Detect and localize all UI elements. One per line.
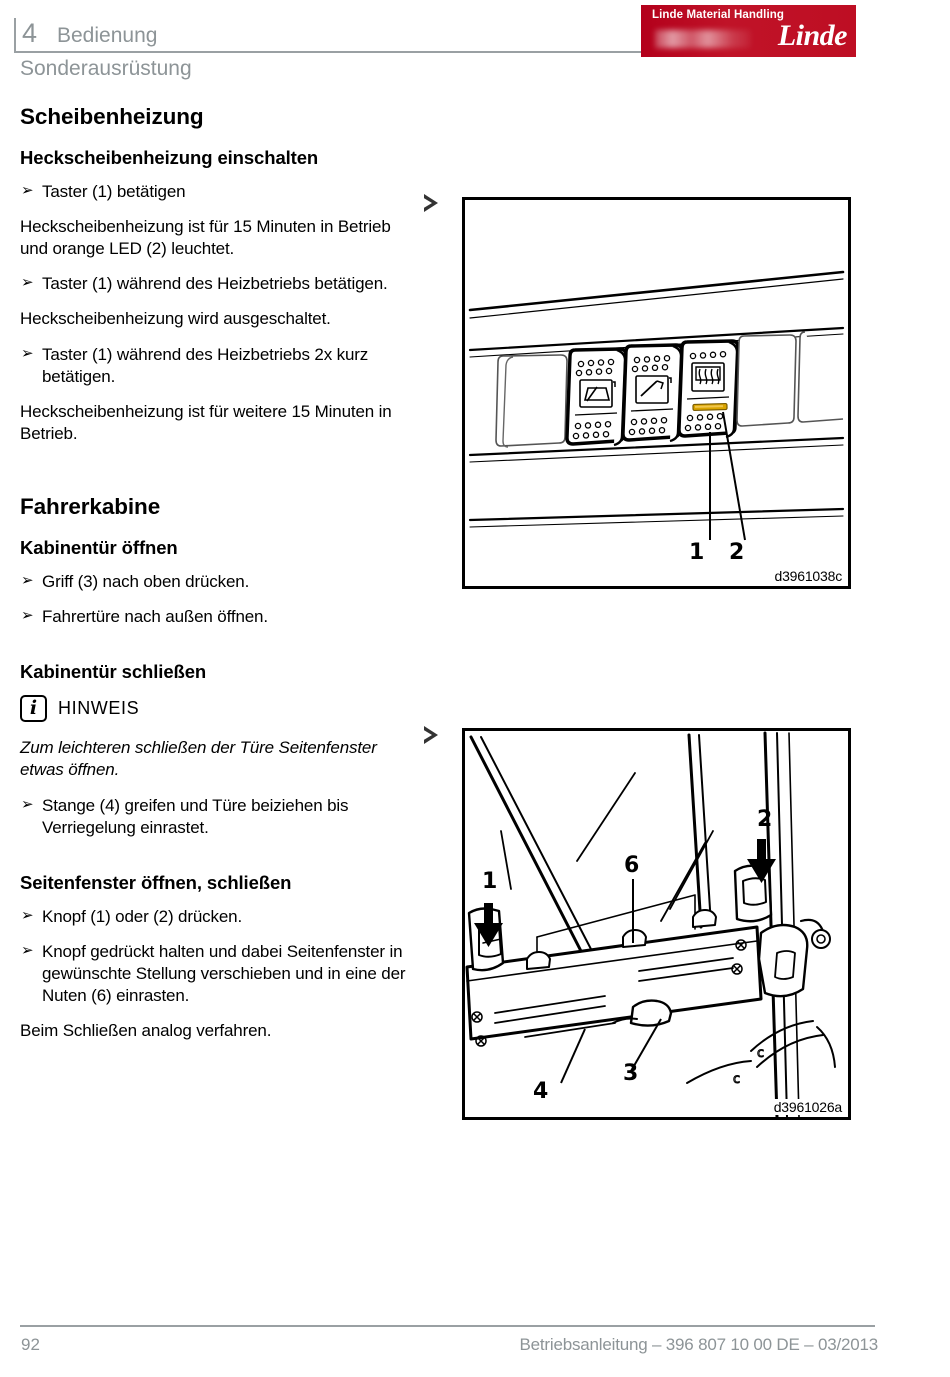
figure-cabin-door	[462, 728, 851, 1120]
header-vertical-rule	[14, 18, 16, 51]
figure2-callout-1: 1	[482, 869, 498, 894]
subsection-kabinentuer-oeffnen: Kabinentür öffnen	[20, 536, 178, 558]
list-item	[20, 273, 420, 295]
info-icon	[20, 695, 47, 722]
step-text: Taster (1) betätigen	[42, 182, 186, 202]
figure-cabin-door-drawing	[465, 731, 848, 1117]
figure2-callout-4: 4	[533, 1079, 549, 1104]
step-text: Knopf (1) oder (2) drücken.	[42, 906, 243, 926]
figure2-callout-2: 2	[757, 807, 773, 832]
text-column	[20, 104, 420, 1055]
page-header	[0, 0, 950, 88]
list-item	[20, 606, 420, 628]
list-item	[20, 941, 420, 1007]
note-text: Zum leichteren schließen der Türe Seitenfenster etwas öffnen.	[20, 738, 377, 780]
step-list-3	[20, 344, 420, 388]
paragraph-heating-15min: Heckscheibenheizung ist für 15 Minuten in Betrieb und orange LED (2) leuchtet.	[20, 217, 391, 259]
figure1-callout-1: 1	[689, 540, 705, 565]
step-text: Fahrertüre nach außen öffnen.	[42, 607, 268, 627]
step-list-4	[20, 571, 420, 628]
list-item	[20, 795, 420, 839]
figure-switch-panel-drawing	[465, 200, 848, 586]
figure-switch-panel	[462, 197, 851, 589]
svg-text:c: c	[757, 1046, 765, 1061]
bullet-icon: ➢	[21, 344, 34, 362]
section-title-fahrerkabine: Fahrerkabine	[20, 493, 161, 519]
note-header	[20, 695, 420, 722]
header-horizontal-rule	[14, 51, 641, 53]
logo-redacted-block	[655, 30, 751, 48]
figure-reference-marker-1	[424, 194, 438, 212]
section-title-scheibenheizung: Scheibenheizung	[20, 104, 204, 129]
figure1-caption: d3961038c	[774, 568, 842, 584]
figure2-callout-3: 3	[623, 1061, 639, 1086]
paragraph-closing-analog: Beim Schließen analog verfahren.	[20, 1021, 272, 1041]
linde-logo	[641, 5, 856, 57]
bullet-icon: ➢	[21, 942, 34, 959]
step-text: Knopf gedrückt halten und dabei Seitenfenster in gewünschte Stellung verschieben und in eine der Nuten (6) einrasten.	[42, 942, 406, 1006]
figure2-callout-6: 6	[624, 853, 640, 878]
bullet-icon: ➢	[21, 795, 34, 813]
section-spacer	[20, 458, 420, 494]
figure2-caption: d3961026a	[773, 1099, 842, 1115]
step-text: Taster (1) während des Heizbetriebs 2x kurz betätigen.	[42, 344, 369, 386]
note-label: HINWEIS	[58, 698, 140, 719]
subsection-spacer	[20, 852, 420, 872]
list-item	[20, 906, 420, 928]
info-icon-glyph: i	[29, 696, 38, 719]
document-reference: Betriebsanleitung – 396 807 10 00 DE – 03/2013	[519, 1335, 878, 1354]
subsection-kabinentuer-schliessen: Kabinentür schließen	[20, 661, 207, 683]
step-text: Griff (3) nach oben drücken.	[42, 571, 250, 591]
chapter-number: 4	[22, 18, 38, 48]
page-subtitle: Sonderausrüstung	[20, 57, 192, 80]
bullet-icon: ➢	[21, 182, 34, 200]
bullet-icon: ➢	[21, 607, 34, 625]
bullet-icon: ➢	[21, 274, 34, 292]
step-list-1	[20, 181, 420, 203]
step-text: Stange (4) greifen und Türe beiziehen bis Verriegelung einrastet.	[42, 795, 349, 837]
subsection-heckscheibenheizung-einschalten: Heckscheibenheizung einschalten	[20, 146, 319, 168]
page-number: 92	[21, 1335, 40, 1354]
svg-text:c: c	[733, 1072, 741, 1087]
step-text: Taster (1) während des Heizbetriebs betätigen.	[42, 274, 388, 294]
figure1-callout-2: 2	[729, 540, 745, 565]
subsection-seitenfenster: Seitenfenster öffnen, schließen	[20, 871, 292, 893]
figure-reference-marker-2	[424, 726, 438, 744]
paragraph-heating-another-15min: Heckscheibenheizung ist für weitere 15 Minuten in Betrieb.	[20, 401, 392, 443]
chapter-title: Bedienung	[57, 24, 158, 47]
list-item	[20, 571, 420, 593]
paragraph-heating-off: Heckscheibenheizung wird ausgeschaltet.	[20, 309, 331, 329]
page-footer	[0, 1307, 950, 1377]
footer-rule	[20, 1325, 875, 1327]
orange-led-indicator	[693, 404, 727, 411]
list-item	[20, 344, 420, 388]
logo-company-text: Linde Material Handling	[652, 9, 785, 21]
step-list-5	[20, 795, 420, 839]
subsection-spacer	[20, 641, 420, 661]
bullet-icon: ➢	[21, 571, 34, 589]
step-list-6	[20, 906, 420, 1007]
list-item	[20, 181, 420, 203]
bullet-icon: ➢	[21, 906, 34, 924]
logo-script-wordmark: Linde	[777, 19, 847, 52]
step-list-2	[20, 273, 420, 295]
